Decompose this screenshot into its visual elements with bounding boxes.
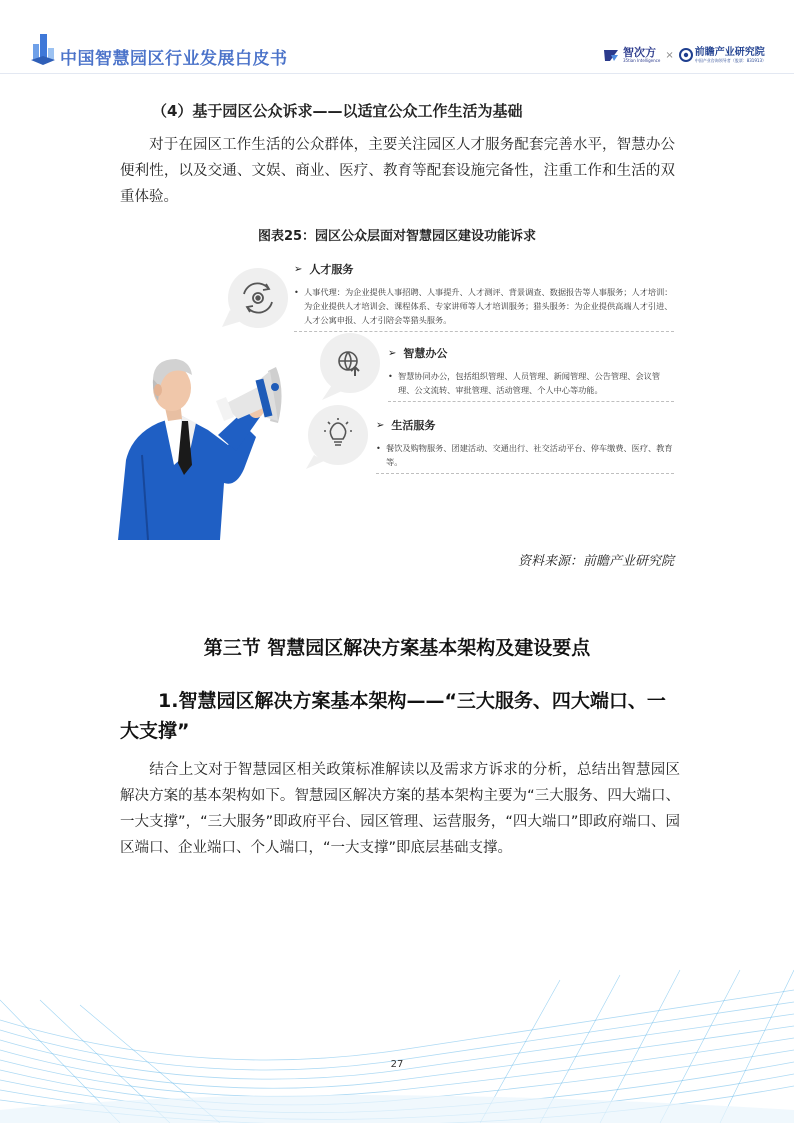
dot-bullet-icon: •: [294, 287, 299, 297]
dot-bullet-icon: •: [388, 371, 393, 381]
partner-logos: [602, 44, 766, 66]
figure-item-text-row: [294, 285, 674, 327]
brand-b-sub: 中国产业咨询领导者（股票：831913）: [694, 57, 766, 63]
brand-a-logo: [602, 46, 660, 64]
figure-item-text: 餐饮及购物服务、团建活动、交通出行、社交活动平台、停车缴费、医疗、教育等。: [386, 443, 673, 467]
subsection-paragraph-text: 结合上文对于智慧园区相关政策标准解读以及需求方诉求的分析，总结出智慧园区解决方案的基本架构如下。智慧园区解决方案的基本架构主要为“三大服务、四大端口、一大支撑”，“三大服务”即政府平台、园区管理、运营服务，“四大端口”即政府端口、园区端口、企业端口、个人端口，“一大支撑”即底层基础支撑。: [120, 762, 680, 856]
gear-bubble: [222, 268, 288, 328]
figure-item-talent: [294, 261, 674, 332]
header-divider: [0, 73, 794, 74]
figure-source: 资料来源：前瞻产业研究院: [517, 554, 674, 569]
figure-caption: 图表25：园区公众层面对智慧园区建设功能诉求: [257, 229, 537, 244]
section-heading: （4）基于园区公众诉求——以适宜公众工作生活为基础: [152, 102, 523, 120]
figure-item-title-row: [294, 261, 674, 277]
figure-item-title-row: [388, 345, 674, 361]
wave-mesh-decoration: [0, 960, 794, 1123]
arrow-bullet-icon: ➢: [294, 263, 303, 275]
brand-b-logo: [679, 48, 766, 63]
brand-a-sub: 35tian Intelligence: [623, 58, 661, 63]
figure-item-divider: [388, 401, 674, 402]
figure-item-text: 智慧协同办公，包括组织管理、人员管理、新闻管理、公告管理、会议管理、公文流转、审批管理、活动管理、个人中心等功能。: [398, 371, 661, 395]
subsection-paragraph: [120, 757, 680, 861]
arrow-bullet-icon: ➢: [376, 419, 385, 431]
brand-a-mark-icon: [602, 46, 620, 64]
section-paragraph-text: 对于在园区工作生活的公众群体，主要关注园区人才服务配套完善水平，智慧办公便利性，以及交通、文娱、商业、医疗、教育等配套设施完备性，注重工作和生活的双重体验。: [120, 137, 675, 205]
figure-item-title-row: [376, 417, 674, 433]
brand-b-name: 前瞻产业研究院: [694, 46, 765, 58]
figure-item-title: 人才服务: [309, 263, 354, 276]
header-title: 中国智慧园区行业发展白皮书: [60, 49, 288, 69]
page-number: 27: [390, 1059, 404, 1070]
figure-item-divider: [376, 473, 674, 474]
figure-item-life: [376, 417, 674, 474]
section-paragraph: [120, 132, 675, 210]
figure-item-title: 智慧办公: [403, 347, 448, 360]
dot-bullet-icon: •: [376, 443, 381, 453]
arrow-bullet-icon: ➢: [388, 347, 397, 359]
person-with-megaphone: [118, 359, 282, 540]
brand-b-mark-icon: [679, 48, 693, 62]
life-bubble: [306, 405, 368, 469]
figure-item-divider: [294, 331, 674, 332]
page-header: [0, 0, 794, 74]
figure-item-text-row: [376, 441, 674, 469]
subsection-title: [120, 686, 680, 746]
subsection-title-text: 1.智慧园区解决方案基本架构——“三大服务、四大端口、一大支撑”: [120, 690, 666, 742]
figure-item-text-row: [388, 369, 674, 397]
figure-item-text: 人事代理：为企业提供人事招聘、人事提升、人才测评、背景调查、数据报告等人事服务；人才培训：为企业提供人才培训会、课程体系、专家讲师等人才培训服务；猎头服务：为企业提供高端人才引进、人才公寓申报、人才引陪会等猎头服务。: [304, 287, 673, 325]
figure-illustration: [118, 255, 678, 540]
brand-a-name: 智次方: [623, 46, 657, 59]
figure-item-office: [388, 345, 674, 402]
building-logo-icon: [30, 30, 56, 66]
section-title: 第三节 智慧园区解决方案基本架构及建设要点: [203, 637, 591, 659]
figure-item-title: 生活服务: [391, 419, 436, 432]
brand-separator: ×: [665, 49, 674, 61]
